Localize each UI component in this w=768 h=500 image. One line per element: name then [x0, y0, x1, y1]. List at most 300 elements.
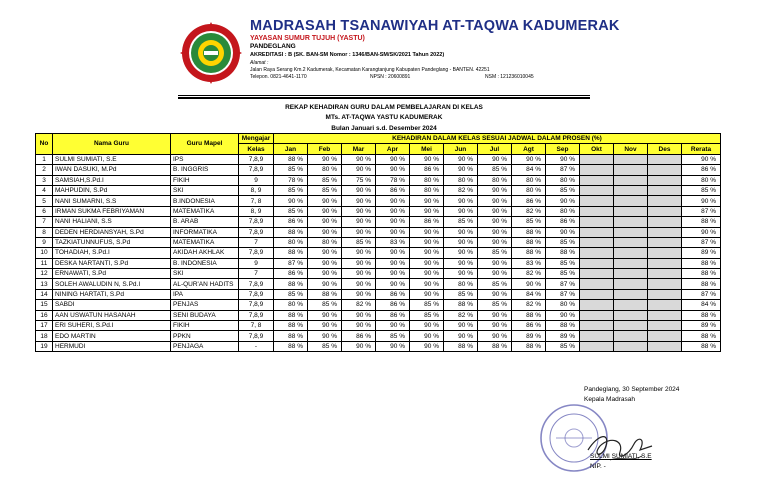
- cell-attendance: 90 %: [308, 206, 342, 216]
- table-row: [36, 196, 721, 206]
- cell-attendance: 80 %: [512, 185, 546, 195]
- cell-class: 7,8,9: [239, 248, 274, 258]
- cell-empty: [580, 248, 614, 258]
- cell-teacher-name: ERI SUHERI, S.Pd.I: [53, 321, 171, 331]
- cell-attendance: 90 %: [512, 279, 546, 289]
- cell-attendance: 82 %: [512, 300, 546, 310]
- cell-attendance: 90 %: [478, 237, 512, 247]
- cell-attendance: 90 %: [342, 227, 376, 237]
- cell-attendance: 90 %: [444, 258, 478, 268]
- cell-attendance: 85 %: [376, 331, 410, 341]
- cell-attendance: 88 %: [444, 341, 478, 351]
- cell-attendance: 90 %: [410, 237, 444, 247]
- cell-empty: [648, 279, 682, 289]
- cell-subject: IPA: [171, 289, 239, 299]
- cell-average: 85 %: [682, 185, 721, 195]
- cell-average: 88 %: [682, 258, 721, 268]
- cell-no: 10: [36, 248, 53, 258]
- cell-empty: [580, 331, 614, 341]
- cell-attendance: 90 %: [376, 227, 410, 237]
- header-rule-thick: [178, 97, 590, 99]
- cell-attendance: 90 %: [444, 196, 478, 206]
- cell-no: 9: [36, 237, 53, 247]
- table-row: [36, 269, 721, 279]
- cell-teacher-name: DESKA NARTANTI, S.Pd: [53, 258, 171, 268]
- cell-average: 90 %: [682, 196, 721, 206]
- header-month: Apr: [376, 144, 410, 154]
- cell-attendance: 80 %: [546, 300, 580, 310]
- cell-attendance: 90 %: [342, 258, 376, 268]
- cell-class: 7, 8: [239, 196, 274, 206]
- cell-subject: IPS: [171, 154, 239, 164]
- cell-attendance: 88 %: [274, 279, 308, 289]
- cell-empty: [580, 258, 614, 268]
- cell-attendance: 85 %: [274, 206, 308, 216]
- cell-attendance: 84 %: [512, 165, 546, 175]
- cell-subject: SKI: [171, 185, 239, 195]
- cell-attendance: 90 %: [444, 227, 478, 237]
- cell-average: 89 %: [682, 321, 721, 331]
- cell-attendance: 80 %: [478, 175, 512, 185]
- cell-attendance: 90 %: [478, 321, 512, 331]
- signature-place-date: Pandeglang, 30 September 2024: [584, 386, 680, 393]
- table-body: [36, 154, 721, 351]
- signature-nip: NIP. -: [590, 463, 606, 470]
- cell-empty: [614, 206, 648, 216]
- cell-average: 88 %: [682, 279, 721, 289]
- cell-attendance: 80 %: [308, 165, 342, 175]
- cell-attendance: 86 %: [376, 300, 410, 310]
- cell-empty: [648, 185, 682, 195]
- cell-attendance: 90 %: [342, 217, 376, 227]
- cell-no: 6: [36, 206, 53, 216]
- cell-attendance: 90 %: [478, 206, 512, 216]
- cell-empty: [648, 289, 682, 299]
- cell-attendance: 90 %: [478, 227, 512, 237]
- cell-attendance: 90 %: [308, 269, 342, 279]
- cell-average: 90 %: [682, 154, 721, 164]
- header-month: Jul: [478, 144, 512, 154]
- table-row: [36, 258, 721, 268]
- cell-subject: B. INDONESIA: [171, 258, 239, 268]
- cell-no: 12: [36, 269, 53, 279]
- cell-attendance: 90 %: [478, 196, 512, 206]
- cell-subject: PPKN: [171, 331, 239, 341]
- cell-attendance: 85 %: [274, 289, 308, 299]
- cell-attendance: 90 %: [342, 321, 376, 331]
- cell-attendance: 90 %: [410, 331, 444, 341]
- cell-attendance: 90 %: [376, 279, 410, 289]
- cell-empty: [614, 154, 648, 164]
- cell-class: 7,8,9: [239, 217, 274, 227]
- cell-empty: [614, 289, 648, 299]
- table-row: [36, 331, 721, 341]
- header-month: Jan: [274, 144, 308, 154]
- table-row: [36, 279, 721, 289]
- cell-attendance: 85 %: [308, 175, 342, 185]
- cell-attendance: 90 %: [478, 310, 512, 320]
- cell-attendance: 90 %: [478, 217, 512, 227]
- cell-attendance: 87 %: [546, 289, 580, 299]
- cell-no: 4: [36, 185, 53, 195]
- cell-attendance: 88 %: [546, 321, 580, 331]
- cell-attendance: 85 %: [478, 248, 512, 258]
- cell-empty: [614, 258, 648, 268]
- cell-attendance: 88 %: [274, 321, 308, 331]
- header-month: Jun: [444, 144, 478, 154]
- cell-attendance: 85 %: [512, 217, 546, 227]
- cell-attendance: 90 %: [376, 248, 410, 258]
- cell-subject: B.INDONESIA: [171, 196, 239, 206]
- cell-attendance: 90 %: [444, 269, 478, 279]
- cell-average: 88 %: [682, 310, 721, 320]
- cell-empty: [580, 165, 614, 175]
- attendance-table: [35, 133, 721, 352]
- cell-attendance: 88 %: [274, 227, 308, 237]
- cell-attendance: 75 %: [342, 175, 376, 185]
- cell-attendance: 90 %: [410, 269, 444, 279]
- cell-attendance: 90 %: [546, 227, 580, 237]
- cell-attendance: 90 %: [444, 154, 478, 164]
- header-month: Mar: [342, 144, 376, 154]
- header-no: No: [36, 134, 53, 155]
- header-average: Rerata: [682, 144, 721, 154]
- cell-attendance: 82 %: [444, 310, 478, 320]
- cell-empty: [580, 227, 614, 237]
- cell-teacher-name: SAMSIAH,S.Pd.I: [53, 175, 171, 185]
- cell-attendance: 80 %: [444, 279, 478, 289]
- cell-attendance: 86 %: [376, 289, 410, 299]
- cell-attendance: 90 %: [444, 237, 478, 247]
- cell-attendance: 90 %: [444, 331, 478, 341]
- cell-attendance: 90 %: [512, 154, 546, 164]
- cell-attendance: 82 %: [512, 206, 546, 216]
- table-row: [36, 300, 721, 310]
- table-row: [36, 248, 721, 258]
- header-row-top: [36, 134, 721, 144]
- cell-teacher-name: HERMUDI: [53, 341, 171, 351]
- cell-empty: [614, 185, 648, 195]
- cell-empty: [614, 165, 648, 175]
- cell-empty: [614, 341, 648, 351]
- cell-attendance: 90 %: [376, 196, 410, 206]
- address: Jalan Raya Serang Km.2 Kadumerak, Kecamatan Karangtanjung Kabupaten Pandeglang - BANTEN. 42251: [250, 67, 490, 73]
- cell-attendance: 85 %: [444, 289, 478, 299]
- cell-empty: [580, 289, 614, 299]
- cell-attendance: 78 %: [274, 175, 308, 185]
- cell-attendance: 85 %: [274, 165, 308, 175]
- table-row: [36, 341, 721, 351]
- cell-no: 1: [36, 154, 53, 164]
- cell-class: 9: [239, 258, 274, 268]
- cell-attendance: 82 %: [342, 300, 376, 310]
- cell-attendance: 85 %: [410, 300, 444, 310]
- header-teaching: Mengajar: [239, 134, 274, 144]
- cell-empty: [580, 154, 614, 164]
- cell-teacher-name: AAN USWATUN HASANAH: [53, 310, 171, 320]
- cell-class: 7,8,9: [239, 310, 274, 320]
- table-row: [36, 154, 721, 164]
- cell-empty: [580, 269, 614, 279]
- cell-attendance: 90 %: [444, 165, 478, 175]
- cell-attendance: 85 %: [478, 279, 512, 289]
- cell-attendance: 90 %: [376, 269, 410, 279]
- cell-average: 88 %: [682, 341, 721, 351]
- cell-teacher-name: SOLEH AWALUDIN N, S.Pd.I: [53, 279, 171, 289]
- header-month: Sep: [546, 144, 580, 154]
- cell-average: 86 %: [682, 165, 721, 175]
- cell-empty: [614, 331, 648, 341]
- cell-class: 7,8,9: [239, 227, 274, 237]
- cell-empty: [648, 321, 682, 331]
- cell-empty: [648, 248, 682, 258]
- cell-attendance: 90 %: [410, 196, 444, 206]
- cell-attendance: 88 %: [274, 331, 308, 341]
- cell-subject: FIKIH: [171, 321, 239, 331]
- cell-class: 7,8,9: [239, 165, 274, 175]
- region: PANDEGLANG: [250, 43, 296, 50]
- table-row: [36, 185, 721, 195]
- cell-subject: PENJAS: [171, 300, 239, 310]
- cell-teacher-name: EDO MARTIN: [53, 331, 171, 341]
- header-attendance: KEHADIRAN DALAM KELAS SESUAI JADWAL DALAM PROSEN (%): [274, 134, 721, 144]
- cell-attendance: 86 %: [376, 185, 410, 195]
- cell-attendance: 85 %: [342, 237, 376, 247]
- cell-attendance: 85 %: [444, 217, 478, 227]
- cell-attendance: 85 %: [308, 341, 342, 351]
- school-name: MADRASAH TSANAWIYAH AT-TAQWA KADUMERAK: [250, 18, 620, 34]
- accreditation: AKREDITASI : B (SK. BAN-SM Nomor : 1346/BAN-SM/SK/2021 Tahun 2022): [250, 52, 445, 58]
- cell-attendance: 90 %: [444, 321, 478, 331]
- cell-attendance: 90 %: [376, 165, 410, 175]
- cell-attendance: 90 %: [308, 321, 342, 331]
- cell-attendance: 90 %: [342, 185, 376, 195]
- cell-attendance: 90 %: [308, 331, 342, 341]
- cell-class: 7,8,9: [239, 300, 274, 310]
- cell-class: 9: [239, 175, 274, 185]
- cell-attendance: 86 %: [274, 269, 308, 279]
- cell-empty: [614, 175, 648, 185]
- cell-subject: B. ARAB: [171, 217, 239, 227]
- cell-attendance: 88 %: [546, 248, 580, 258]
- cell-empty: [648, 154, 682, 164]
- cell-attendance: 80 %: [546, 175, 580, 185]
- cell-attendance: 85 %: [308, 185, 342, 195]
- cell-no: 11: [36, 258, 53, 268]
- signature-name: SULMI SUMIATI, S.E: [590, 453, 652, 460]
- cell-teacher-name: SULMI SUMIATI, S.E: [53, 154, 171, 164]
- cell-attendance: 90 %: [376, 206, 410, 216]
- header-subject: Guru Mapel: [171, 134, 239, 155]
- cell-attendance: 90 %: [410, 227, 444, 237]
- header-month: Mei: [410, 144, 444, 154]
- cell-attendance: 85 %: [478, 300, 512, 310]
- cell-empty: [648, 331, 682, 341]
- cell-attendance: 85 %: [546, 258, 580, 268]
- cell-no: 17: [36, 321, 53, 331]
- cell-attendance: 80 %: [512, 175, 546, 185]
- table-row: [36, 165, 721, 175]
- cell-attendance: 90 %: [478, 269, 512, 279]
- cell-subject: SENI BUDAYA: [171, 310, 239, 320]
- cell-attendance: 80 %: [546, 206, 580, 216]
- cell-attendance: 88 %: [512, 248, 546, 258]
- cell-empty: [648, 269, 682, 279]
- cell-attendance: 87 %: [274, 258, 308, 268]
- cell-empty: [580, 300, 614, 310]
- cell-empty: [614, 269, 648, 279]
- cell-empty: [648, 258, 682, 268]
- cell-attendance: 90 %: [308, 217, 342, 227]
- cell-empty: [580, 237, 614, 247]
- cell-attendance: 88 %: [512, 227, 546, 237]
- cell-attendance: 82 %: [512, 269, 546, 279]
- cell-attendance: 90 %: [274, 196, 308, 206]
- cell-subject: PENJAGA: [171, 341, 239, 351]
- cell-attendance: 90 %: [376, 154, 410, 164]
- cell-empty: [614, 196, 648, 206]
- cell-attendance: 80 %: [444, 175, 478, 185]
- cell-attendance: 89 %: [546, 331, 580, 341]
- cell-attendance: 90 %: [376, 341, 410, 351]
- cell-subject: INFORMATIKA: [171, 227, 239, 237]
- cell-attendance: 78 %: [376, 175, 410, 185]
- cell-attendance: 86 %: [512, 196, 546, 206]
- cell-attendance: 90 %: [342, 248, 376, 258]
- cell-empty: [614, 227, 648, 237]
- cell-average: 84 %: [682, 300, 721, 310]
- cell-no: 19: [36, 341, 53, 351]
- cell-attendance: 82 %: [444, 185, 478, 195]
- cell-empty: [614, 217, 648, 227]
- cell-subject: AL-QUR'AN HADITS: [171, 279, 239, 289]
- cell-subject: B. INGGRIS: [171, 165, 239, 175]
- cell-empty: [614, 279, 648, 289]
- cell-teacher-name: IWAN DASUKI, M.Pd: [53, 165, 171, 175]
- cell-attendance: 90 %: [410, 248, 444, 258]
- cell-attendance: 90 %: [546, 196, 580, 206]
- cell-average: 89 %: [682, 248, 721, 258]
- table-row: [36, 175, 721, 185]
- cell-attendance: 90 %: [478, 185, 512, 195]
- cell-teacher-name: TAZKIATUNNUFUS, S.Pd: [53, 237, 171, 247]
- cell-empty: [648, 217, 682, 227]
- cell-attendance: 86 %: [410, 165, 444, 175]
- cell-attendance: 85 %: [546, 185, 580, 195]
- table-row: [36, 227, 721, 237]
- cell-subject: SKI: [171, 269, 239, 279]
- cell-average: 88 %: [682, 331, 721, 341]
- cell-no: 2: [36, 165, 53, 175]
- cell-empty: [580, 185, 614, 195]
- cell-attendance: 86 %: [342, 331, 376, 341]
- cell-no: 8: [36, 227, 53, 237]
- cell-attendance: 83 %: [512, 258, 546, 268]
- cell-empty: [648, 175, 682, 185]
- cell-empty: [614, 237, 648, 247]
- cell-attendance: 86 %: [376, 310, 410, 320]
- cell-no: 15: [36, 300, 53, 310]
- table-row: [36, 289, 721, 299]
- cell-attendance: 90 %: [342, 310, 376, 320]
- school-logo-icon: [180, 22, 242, 84]
- cell-class: 7: [239, 269, 274, 279]
- cell-no: 14: [36, 289, 53, 299]
- cell-attendance: 84 %: [512, 289, 546, 299]
- npsn: NPSN : 20600891: [370, 74, 411, 80]
- cell-teacher-name: TOHADIAH, S.Pd.I: [53, 248, 171, 258]
- cell-no: 7: [36, 217, 53, 227]
- cell-attendance: 90 %: [478, 154, 512, 164]
- cell-attendance: 90 %: [308, 258, 342, 268]
- cell-teacher-name: IRMAN SUKMA FEBRIYAMAN: [53, 206, 171, 216]
- header-month: Nov: [614, 144, 648, 154]
- cell-no: 13: [36, 279, 53, 289]
- cell-attendance: 90 %: [308, 279, 342, 289]
- cell-empty: [580, 196, 614, 206]
- cell-attendance: 90 %: [376, 217, 410, 227]
- nsm: NSM : 121236010045: [485, 74, 534, 80]
- cell-teacher-name: ERNAWATI, S.Pd: [53, 269, 171, 279]
- cell-subject: MATEMATIKA: [171, 237, 239, 247]
- cell-attendance: 85 %: [546, 237, 580, 247]
- cell-class: 7,8,9: [239, 289, 274, 299]
- cell-attendance: 90 %: [376, 258, 410, 268]
- cell-class: 7,8,9: [239, 154, 274, 164]
- cell-empty: [580, 206, 614, 216]
- cell-attendance: 83 %: [376, 237, 410, 247]
- header-month: Feb: [308, 144, 342, 154]
- cell-average: 87 %: [682, 289, 721, 299]
- cell-empty: [648, 300, 682, 310]
- cell-attendance: 86 %: [512, 321, 546, 331]
- report-school: MTs. AT-TAQWA YASTU KADUMERAK: [325, 114, 443, 121]
- cell-no: 5: [36, 196, 53, 206]
- cell-subject: MATEMATIKA: [171, 206, 239, 216]
- report-period: Bulan Januari s.d. Desember 2024: [331, 125, 437, 132]
- cell-attendance: 88 %: [512, 341, 546, 351]
- cell-attendance: 85 %: [478, 165, 512, 175]
- cell-empty: [614, 321, 648, 331]
- table-row: [36, 217, 721, 227]
- cell-teacher-name: NANI HALIANI, S.S: [53, 217, 171, 227]
- cell-no: 16: [36, 310, 53, 320]
- cell-attendance: 87 %: [546, 279, 580, 289]
- cell-attendance: 88 %: [512, 310, 546, 320]
- cell-attendance: 88 %: [274, 341, 308, 351]
- cell-attendance: 86 %: [546, 217, 580, 227]
- cell-attendance: 80 %: [308, 237, 342, 247]
- cell-class: 7,8,9: [239, 279, 274, 289]
- cell-empty: [648, 310, 682, 320]
- header-name: Nama Guru: [53, 134, 171, 155]
- table-row: [36, 321, 721, 331]
- header-month: Okt: [580, 144, 614, 154]
- cell-subject: AKIDAH AKHLAK: [171, 248, 239, 258]
- cell-empty: [614, 300, 648, 310]
- cell-attendance: 90 %: [410, 258, 444, 268]
- contact-line: [250, 74, 590, 81]
- cell-class: 7: [239, 237, 274, 247]
- cell-attendance: 85 %: [274, 185, 308, 195]
- cell-average: 90 %: [682, 227, 721, 237]
- cell-attendance: 88 %: [444, 300, 478, 310]
- cell-empty: [648, 227, 682, 237]
- header-rule-thin: [178, 95, 590, 96]
- cell-average: 87 %: [682, 237, 721, 247]
- cell-class: -: [239, 341, 274, 351]
- cell-attendance: 90 %: [546, 310, 580, 320]
